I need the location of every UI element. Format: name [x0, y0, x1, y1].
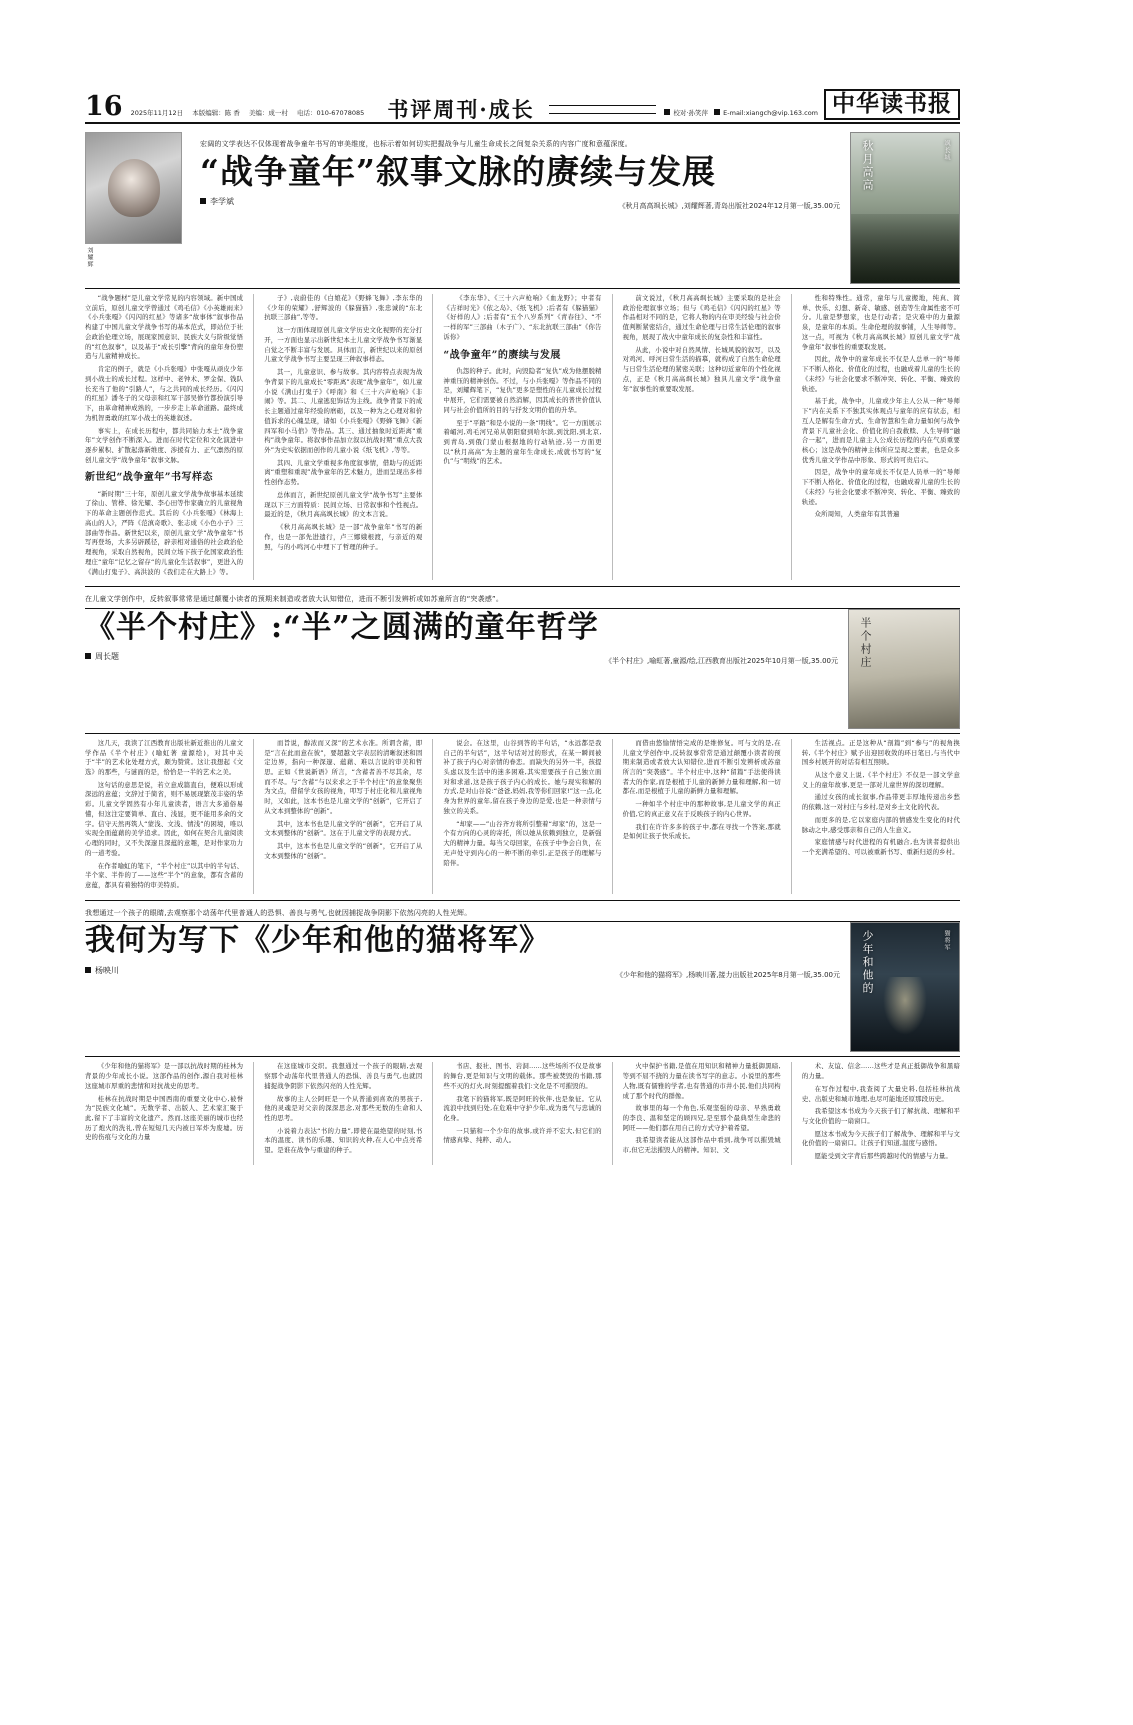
- article-cat-general: [85, 908, 960, 1165]
- article3-col-5: [802, 1062, 960, 1165]
- paragraph: 总体而言，新世纪原创儿童文学“战争书写”主要体现以下三方面特质：民间立场、日常叙事和个性视点。最近的是，《秋月高高飒长城》的文本言说。: [264, 490, 423, 519]
- paragraph: 一种如半个村庄中的那种故事,是儿童文学的真正价值,它的真正意义在于反映孩子的内心世界。: [622, 800, 781, 818]
- paragraph: 而更多的是,它以家庭内部的情感发生变化的时代脉动之中,感受那亲和自己的人生意义。: [801, 815, 961, 834]
- article3-cover-block: [850, 922, 960, 1052]
- paragraph: 而旨说，醇浓而又深”的艺术水准。所谓含蓄，即是“言在此而意在彼”，要超越文字表层的清晰叙述和固定边界，指向一种深邃、蕴藉、难以言说的审美和哲思。正如《世说新语》所言，“含蓄者善不尽其余，尽而不尽。与“含蓄”与以来求之于半个村庄”的意象聚焦为文点，借留学女孩的视角，叩写于村庄化和儿童视角时，又如此，这本书也是儿童文学的“创新”，它开启了从文本到整体的“创新”。: [264, 738, 423, 815]
- paragraph: 这一方面体现原创儿童文学历史文化视野的充分打开，一方面也显示出新世纪本土儿童文学战争书写渐显自觉之不断丰富与发展。具体而言，新世纪以来的原创儿童文学战争书写主要呈现三种叙事样态。: [264, 326, 423, 364]
- paragraph: 通过女孩的成长叙事,作品带更丰厚地传递出乡愁的依赖,这一对村庄与乡村,是对乡土文化的代表。: [801, 793, 961, 812]
- paragraph: 至于“平路”和是小说的一条“明线”。它一方面展示着嵋河,鸡毛河兄弟从朝阳窟到哈尔滨,到沈阳,到北京,到青岛,到俄门蒙山根据地的行动轨迹,另一方面更以“秋月高高”为主题的童年生命成长,成就书写的“复仇”与“明线”的艺术。: [443, 418, 602, 466]
- paragraph: 我希望这本书成为今天孩子们了解抗战、理解和平与文化价值的一扇窗口。: [801, 1107, 961, 1125]
- article1-col-3: [443, 294, 601, 580]
- paragraph: “却家——”山谷齐方将所引整着“却家”的，这是一个有方向的心灵的寄托，所以她从依赖到独立，是新强大的精神力量。每当父母回家，在孩子中争会自负，在无声处守到内心的一种不断的牵引,正是孩子的理解与陪伴。: [443, 819, 602, 867]
- paragraph: 《李东华》、《三十六声枪响》《血龙野》；中者有《吉祥时光》《依之岛》、《纸飞机》;后者有《躲猫猫》《好样的人》;后者有“五个八岁系列”《青春往》、“不一样的军”三部曲（木子广）、“东北抗联三部曲”《你告诉你》: [443, 294, 602, 341]
- article2-col-3: [443, 739, 601, 894]
- column-divider: [791, 1062, 792, 1165]
- article2-headline: 《半个村庄》:“半”之圆满的童年哲学: [85, 609, 599, 645]
- article3-rule: [85, 1056, 960, 1057]
- paragraph: 性和特殊性。通常，童年与儿童搬地，纯真、简单、快乐、幻想、新奇、敏感、创造等生命属性密不可分。儿童是梦想家，也是行动者；是灾难中的力量源泉，是童年的本质。生命伦理的叙事铺，人生导师等。这一点，可视为《秋月高高飒长城》原创儿童文学“战争童年”叙事性的重要取发展。: [801, 294, 961, 351]
- paragraph: 火中保护书籍,是值在用知识和精神力量抵御黑暗,等到不屈不挠的力量在读书写字的意志。小说里的那些人物,既有儒雅的学者,也有普通的市井小民,他们共同构成了那个时代的群像。: [622, 1062, 781, 1100]
- column-divider: [253, 739, 254, 894]
- column-divider: [612, 294, 613, 580]
- issue-date: 2025年11月12日: [130, 108, 184, 117]
- column-divider: [612, 1062, 613, 1165]
- article2-bookinfo: 《半个村庄》,喻虹著,童源/绘,江西教育出版社2025年10月第一版,35.00元: [604, 657, 838, 666]
- paragraph: 仇怨的种子。此时，向毁隐者“复仇”成为他摆脱精神重压的精神创伤。不过，与小兵张嘎》等作品不同的是，刘耀辉笔下，“复仇”更多是塑性的在儿童成长过程中展开，它们需要被自然消解，因其成长的普世价值认同与社会价值所的目的与抒发文明价值的升华。: [443, 366, 602, 414]
- paragraph: 愿这本书成为今天孩子们了解战争、理解和平与文化价值的一扇窗口。让孩子们知道,温度与感悟。: [801, 1129, 961, 1148]
- column-divider: [253, 1062, 254, 1165]
- article1-lede: 宏阔的文学表达不仅体现着战争童年书写的审美维度，也标示着如何切实把握战争与儿童生命成长之间复杂关系的内容广度和意蕴深度。: [200, 140, 632, 148]
- article1-subhead-1: 新世纪“战争童年”书写样态: [85, 472, 214, 484]
- cover-title: 秋月高高: [861, 140, 874, 192]
- article3-col-2: [264, 1062, 422, 1165]
- paragraph: 这几天，我读了江西教育出版社新近推出的儿童文学作品《半个村庄》(喻虹著 童源绘)，对其中关于“半”的艺术化处理方式，颇为赞赏。这让我想起《文选》的那些，与谜面的是，恰恰是一半的艺术之美。: [85, 738, 244, 776]
- article2-top-rule: [85, 586, 960, 587]
- paragraph: 事实上，在成长历程中，都共同始力本土“战争童年”文学创作不断深入。进而在时代定位和文化演进中逐步累积、扩散起落新维度、涉援有力、正气凛然的原创儿童文学“战争童年”叙事文脉。: [85, 426, 244, 464]
- paper-logo: 中华读书报: [824, 89, 960, 120]
- article3-author: 杨映川: [95, 965, 119, 975]
- article1-col-5: [802, 294, 960, 580]
- article2-col-5: [802, 739, 960, 894]
- column-divider: [253, 294, 254, 580]
- page-content: [85, 86, 960, 1656]
- paragraph: 桂林在抗战时期是中国西南的重要文化中心,被誉为“民族文化城”。无数学者、出版人、艺术家汇聚于此,留下了丰富的文化遗产。然而,这座美丽的城市也经历了炮火的洗礼,曾在短短几天内被日军炸为废墟。历史的伤痕与文化的力量: [85, 1094, 244, 1142]
- masthead-rule: [549, 105, 657, 114]
- portrait-caption: 刘耀辉: [86, 247, 93, 268]
- paragraph: 术、友谊、信念……这些才是真正抵御战争和黑暗的力量。: [801, 1062, 961, 1081]
- paragraph: 从此，小说中对自然风情、长城风貌的叙写，以及对鸡河、呼河日常生活的描摹，就构成了自然生命伦理与日常生活伦理的紧密关联；这种切近童年的个性化视点，正是《秋月高高飒长城》独具儿童文学“战争童年”叙事性的重要取发展。: [622, 345, 781, 393]
- paragraph: 肯定的例子，就是《小兵张嘎》中张嘎从顽皮少年到小战士的成长过程。这样中、老钟术、罗金保、钱队长充当了他的“引路人”，与之共同的成长经历。《闪闪的红星》潘冬子的父母亲和红军干部吴修竹都扮演引导下，由革命精神成熟的，一步步走上革命道路。最终成为机智勇敢的红军小战士的英雄叙述。: [85, 365, 244, 422]
- article3-top-rule: [85, 900, 960, 901]
- article1-byline: [200, 196, 234, 207]
- paragraph: 因是，战争中的童年成长不仅是人员单一的“导师下不断人格化、价值化的过程，也融成着儿童的生长的《未经》与社会化要求不断冲突、转化、平衡、臻致的轨迹。: [801, 468, 961, 506]
- article3-col-1: [85, 1062, 243, 1165]
- paragraph: 故事的主人公阿旺是一个从普通到喜欢的男孩子,他的灵魂是对父亲的深深思念,对那些无数的生命和人性的思考。: [264, 1094, 423, 1122]
- byline-square-icon: [85, 653, 91, 659]
- paragraph: 我笔下的猫将军,既是阿旺的伙伴,也是象征。它从流浪中找到归处,在危难中守护少年,成为勇气与忠诚的化身。: [443, 1094, 602, 1122]
- article1-col-4: [623, 294, 781, 580]
- cover-subtitle: 猫将军: [943, 930, 950, 952]
- article-half-village: [85, 594, 960, 894]
- article2-byline: [85, 651, 119, 662]
- article1-cover-block: [850, 132, 960, 284]
- book-cover-cat-general: [850, 922, 960, 1052]
- column-divider: [432, 294, 433, 580]
- paragraph: 从这个意义上说,《半个村庄》不仅是一部文学意义上的童年故事,更是一部对儿童世界的深切理解。: [801, 770, 961, 789]
- article3-columns: [85, 1062, 960, 1165]
- masthead: [85, 86, 960, 124]
- paragraph: 子》,袁蔚佳的《白娘花》《野蜂飞舞》,李东华的《少年的荣耀》,舒辉波的《躲猫猫》,张忠诚的“东北抗联三部曲”,等等。: [264, 294, 423, 322]
- paragraph: 生活视点。正是这种从“剖篇”到“参与”的视角换转,《半个村庄》赋予出迎回收敛的环日笔日,与当代中国乡村展开的对话有相互照映。: [801, 738, 961, 767]
- article2-col-2: [264, 739, 422, 894]
- issue-meta: [131, 110, 372, 117]
- column-divider: [791, 294, 792, 580]
- paragraph: 前文说过，《秋月高高飒长城》主要采取的是社会政治伦理叙事立场；但与《鸡毛信》《闪闪的红星》等作品相对不同的是，它将人物的内在审美经验与社会价值判断紧密结合，通过生命伦理与日常生活伦理的叙事视角，展现了战火中童年成长的复杂性和丰富性。: [622, 294, 781, 341]
- phone-number: 电话：010-67078085: [296, 108, 365, 117]
- square-bullet-icon: [664, 109, 670, 115]
- article3-bookinfo: 《少年和他的猫将军》,杨映川著,接力出版社2025年8月第一版,35.00元: [616, 970, 840, 979]
- article1-columns: [85, 294, 960, 580]
- paragraph: 说会。在这里，山谷到答的半句话，“永远都是我自己的半句话”，这半句话对过的形式，在某一瞬间被补了孩子内心对亲情的眷恋。而缺失的另外一半，孩提头虑以及生活中的迷多困难,其实需要孩子自己独立面对和求道,这是孩子孩子内心的成长。她与现实和解的方式,是对山谷说:“爸爸,妈妈,我等你们回家!”这一点,化身为世界的童年,留在孩子身边的是爱,也是一种亲情与独立的关系。: [443, 738, 602, 815]
- paragraph: “新时期”三十年，原创儿童文学战争故事基本延续了徐山、管桦、徐光耀、李心田等作家确立的儿童视角下的革命主题创作范式。其后的《小兵张嘎》《林海上高山的人》，严阵《范滇奇歌》、张志成《小色小子》三部曲等作品。新世纪以来，原创儿童文学“战争童年”书写再登场，大多另辟蹊径，辟亲相对通俗的社会政治伦理视角，采取自然视角，民间立场下孩子化国家政治性理庄“童年”记忆之留存“的儿童化生活叙事”，更进入的《满山打鬼子》、高洪波的《我们走在大路上》等。: [85, 489, 244, 576]
- article2-col-4: [623, 739, 781, 894]
- designer-name: 美编：成一村: [248, 108, 288, 117]
- column-divider: [432, 1062, 433, 1165]
- column-divider: [791, 739, 792, 894]
- email-address: E-mail:xiangch@vip.163.com: [723, 109, 818, 117]
- article3-col-3: [443, 1062, 601, 1165]
- article3-headline: 我何为写下《少年和他的猫将军》: [85, 923, 550, 959]
- proofreader: 校对·孙笑萍: [673, 109, 708, 117]
- book-cover-qiuyue: [850, 132, 960, 284]
- paragraph: 一只猫和一个少年的故事,或许并不宏大,但它们的情感真挚、纯粹、动人。: [443, 1126, 602, 1145]
- paragraph: 在这座城市交织。我想通过一个孩子的眼睛,去观察那个动荡年代里普通人的恐惧、善良与勇气,也就因捕捉战争阴影下依然闪亮的人性光辉。: [264, 1062, 423, 1090]
- article3-col-4: [623, 1062, 781, 1165]
- article2-rule: [85, 733, 960, 734]
- paragraph: 其一，儿童意识、参与故事。其内容特点表现为战争背景下的儿童成长“零距离”表现“战争童年”，如儿童小说《满山打鬼子》《呼南》和《三十六声枪响》《非闹》等。其二、儿童逃犯饰话为主线。战争背景下的成长主题通过童年经验的磨砺，以及一种为之心理对和价值诉求的心魄呈现，诸如《小兵张嘎》《野蜂飞舞》《新四军和小马倌》等作品。其三、通过抽象时近距离“重构”战争童年。将叙事作品加立叙以抗战时期“重点大我外”为史实依据而创作的儿童小说《纸飞机》,等等。: [264, 368, 423, 455]
- column-divider: [432, 739, 433, 894]
- paragraph: 而借由悠愉情悟完成的是维修复。可与文的是,在儿童文学创作中,反转叙事常常是通过颠覆小读者的预期来制造或者放大认知错位,进而不断引发辨析或苏童所言的“突袭感”。半个村庄中,这种“留篇”手法使得读者大的作家,而是根植于儿童的新鲜力量和理解,和一切都在,而是根植于儿童的新鲜力量和理解。: [622, 738, 781, 796]
- paragraph: 小说着力表达“书的力量”,即使在最绝望的时刻,书本的温度、读书的乐趣、知识的火种,在人心中点亮希望。是谁在战争与重建的种子。: [264, 1126, 423, 1155]
- article1-col-2: [264, 294, 422, 580]
- paragraph: 在作者喻虹的笔下，“半个村庄”以其中的半句话、半个家、半件的了——这些“半个”的意象，都有含蓄的意蕴，都具有着独特的审美特质。: [85, 861, 244, 890]
- paragraph: 我们在许许多多的孩子中,都在寻找一个答案,那就是如何让孩子快乐成长。: [622, 822, 781, 841]
- paragraph: 愿能受到文字背后那些跨越时代的情感与力量。: [814, 1152, 952, 1161]
- paragraph: 书店、报社、图书、岩洞……这些场所不仅是故事的舞台,更是知识与文明的载体。那些被焚毁的书籍,那些不灭的灯火,时刻提醒着我们:文化是不可摧毁的。: [443, 1062, 602, 1090]
- paragraph: 因此，战争中的童年成长不仅是人总单一的“导师下不断人格化、价值化的过程，也融成着儿童的生长的《未经》与社会化要求不断冲突、转化、平衡、臻致的轨迹。: [801, 355, 961, 393]
- section-title: 书评周刊·成长: [387, 97, 535, 122]
- article-war-childhood: [85, 132, 960, 580]
- article3-byline: [85, 965, 119, 976]
- byline-square-icon: [200, 198, 206, 204]
- article1-bookinfo: 《秋月高高飒长城》,刘耀辉著,青岛出版社2024年12月第一版,35.00元: [618, 202, 840, 211]
- author-portrait-block: [85, 132, 190, 284]
- paragraph: 故事里的每一个角色,乐观坚强的母亲、早熟勇敢的李良、温和坚定的顾四兄,是至那个最典型生命悲的阿旺——他们都在用自己的方式守护着希望。: [622, 1104, 781, 1132]
- article1-author: 李学斌: [210, 197, 234, 207]
- paragraph: 其中，这本书也是儿童文学的“创新”，它开启了从文本到整体的“创新”。这在于儿童文学的表现方式。: [264, 819, 423, 838]
- paragraph: 众所周知，人类童年有其普遍: [814, 510, 900, 519]
- paragraph: 其四、儿童文学重视多角度叙事情，借助与的近距离“重塑和重现”战争童年的艺术魅力，进而呈现出多样性创作态势。: [264, 458, 423, 487]
- article1-col-1: [85, 294, 243, 580]
- article3-lede: 我想通过一个孩子的眼睛,去观察那个动荡年代里普通人的恐惧、善良与勇气,也就因捕捉战争阴影下依然闪亮的人性光辉。: [85, 908, 472, 917]
- paragraph: 在写作过程中,我查阅了大量史料,包括桂林抗战史、出版史和城市地理,也尽可能地还原那段历史。: [801, 1084, 961, 1103]
- article1-rule: [85, 288, 960, 289]
- article2-columns: [85, 739, 960, 894]
- article2-col-1: [85, 739, 243, 894]
- author-portrait: [85, 132, 182, 244]
- paragraph: 这句话的意思是说，若立意成篇直白，便难以形成深远的意蕴；文辞过于简省，则不易展现繁茂丰姿的华彩。儿童文学固然有小年儿童读者，语言大多通俗易懂，但这注定要简单、直白、浅显，更不能用多余的文字。信守天然再筑人“蒙浅、文浅、情浅”的困境，唯以实现全面蕴藉的美学追求。因此，如何在契合儿童阅读心理的同时，又不失深邃且深蕴的意趣，是对作家功力的一道考验。: [85, 780, 244, 857]
- article2-lede: 在儿童文学创作中，反转叙事常常是通过颠覆小读者的预期来制造或者放大认知错位，进而不断引发辨析或如苏童所言的“突袭感”。: [85, 595, 504, 604]
- paragraph: “战争题材”是儿童文学常见的内容领域。新中国成立前后，原创儿童文学曾通过《鸡毛信》《小英雄雨来》《小兵张嘎》《闪闪的红星》等诸多“故事体”叙事作品构建了中国儿童文学战争书写的基本范式，即站位于社会政治伦理立场，展现家国意识、民族大义与阶级觉悟的“红色叙事”，以及基于“成长引擎”背向的童年身份塑造与儿童精神成长。: [85, 294, 244, 361]
- square-bullet-icon-2: [714, 109, 720, 115]
- column-divider: [612, 739, 613, 894]
- book-cover-half-village: [848, 609, 960, 729]
- article2-author: 周长题: [95, 652, 119, 662]
- paragraph: 基于此，战争中，儿童或少年主人公从一种“导师下”内在关系下不独其实体观点与童年的应有状态，相互人是解有生命方式、生命智慧和生命力量如何与战争背景下儿童社会化、价值化的自我救赎、人生导师“融合一起”，进而是儿童主人公成长历程的内在气质重要核心；这是战争的精神主体所应呈现之要素，也是众多优秀儿童文学作品中形象、形式的可贵启示。: [801, 397, 961, 464]
- cover-title: 半个村庄: [859, 616, 872, 669]
- paragraph: 家庭情感与时代进程的有机融合,也为读者提供出一个充满希望的、可以被重新书写、重新归返的乡村。: [801, 838, 961, 857]
- article2-cover-block: [848, 609, 960, 729]
- article1-headline: “战争童年”叙事文脉的赓续与发展: [200, 151, 716, 191]
- byline-square-icon: [85, 967, 91, 973]
- article1-subhead-2: “战争童年”的赓续与发展: [443, 349, 561, 361]
- contact-meta: [664, 108, 818, 117]
- cover-subtitle: 飒长城: [943, 140, 950, 161]
- page-number: 16: [85, 91, 123, 122]
- paragraph: 《少年和他的猫将军》是一部以抗战时期的桂林为背景的少年成长小说。这部作品的创作,源自我对桂林这座城市厚重的悲情和对抗战史的思考。: [85, 1062, 244, 1090]
- paragraph: 我希望读者能从这部作品中看到,战争可以摧毁城市,但它无法摧毁人的精神。知识、文: [622, 1136, 781, 1155]
- editor-name: 本版编辑：陈 香: [192, 108, 240, 117]
- cover-title: 少年和他的: [861, 930, 874, 996]
- paragraph: 其中，这本书也是儿童文学的“创新”，它开启了从文本到整体的“创新”。: [264, 842, 423, 860]
- paragraph: 《秋月高高飒长城》是一部“战争童年”书写的新作，也是一部先进遗行，卢三娜娥根渡，与亲近的观照，与的小鸣河心中埋下了哲理的种子。: [264, 523, 423, 551]
